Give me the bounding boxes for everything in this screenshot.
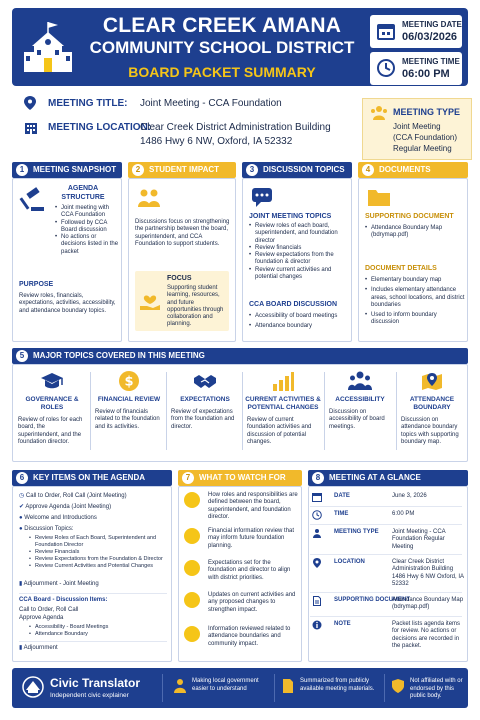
topic-attendance-boundary <box>397 366 467 458</box>
section-number: 2 <box>132 164 144 176</box>
agenda-structure-list <box>55 205 119 256</box>
header-banner <box>12 8 468 86</box>
topic-title: GOVERNANCE & ROLES <box>25 396 79 411</box>
agenda-structure-title <box>55 185 111 202</box>
section-title: STUDENT IMPACT <box>149 165 220 174</box>
board-discussion-list <box>249 313 349 331</box>
divider <box>310 554 462 555</box>
meeting-type-label: MEETING TYPE <box>393 107 461 117</box>
footer-item-disclaimer: Not affiliated with or endorsed by this public body. <box>410 678 463 699</box>
handshake-icon <box>193 370 217 392</box>
chat-bubble-icon <box>251 187 273 207</box>
discussion-card <box>242 178 352 342</box>
info-icon <box>312 620 322 630</box>
list-item: • Review Expectations from the Foundation & Director <box>29 556 169 563</box>
meeting-type-line1: Joint Meeting <box>393 122 441 131</box>
impact-card <box>128 178 236 342</box>
agenda-item-text: Adjournment <box>23 645 58 651</box>
people-icon <box>172 678 188 694</box>
section-title: KEY ITEMS ON THE AGENDA <box>33 473 146 482</box>
dollar-coin-icon <box>117 370 141 392</box>
meeting-time-box <box>370 52 462 85</box>
divider <box>310 616 462 617</box>
agenda-item-text: Welcome and Introductions <box>24 515 97 521</box>
svg-text:$: $ <box>124 374 134 390</box>
focus-text: Supporting student learning, resources, and future opportunities through collaboration and planning. <box>167 285 224 328</box>
glance-key: TIME <box>334 511 349 517</box>
purpose-text: Review roles, financials, expectations, activities, accessibility, and attendance boundary topics. <box>19 293 116 314</box>
students-icon <box>137 187 161 211</box>
gear-icon <box>184 592 200 608</box>
glance-value: Attendance Boundary Map (bdrymap.pdf) <box>392 597 464 611</box>
people-icon <box>184 492 200 508</box>
discussion-header <box>242 162 352 178</box>
people-icon <box>312 528 322 538</box>
packet-subtitle: BOARD PACKET SUMMARY <box>128 64 316 80</box>
adjournment <box>19 645 58 652</box>
glance-value: Clear Creek District Administration Building 1486 Hwy 6 NW Oxford, IA 52332 <box>392 559 464 587</box>
purpose-title: PURPOSE <box>19 281 54 288</box>
glance-value: Joint Meeting - CCA Foundation Regular Meeting <box>392 529 446 550</box>
topic-description: Review of financials related to the foundation and its activities. <box>95 409 160 430</box>
major-topics-header <box>12 348 468 364</box>
meeting-date-box <box>370 15 462 48</box>
focus-title: FOCUS <box>167 275 192 282</box>
meeting-location-line2: 1486 Hwy 6 NW, Oxford, IA 52332 <box>140 136 293 147</box>
folder-icon <box>367 187 391 207</box>
meeting-location-line1: Clear Creek District Administration Building <box>140 122 331 133</box>
school-building-icon <box>22 20 74 76</box>
documents-card <box>358 178 468 342</box>
divider <box>19 641 167 642</box>
group-icon <box>348 370 372 392</box>
document-icon <box>280 678 296 694</box>
glance-key: NOTE <box>334 621 351 627</box>
meeting-info <box>12 92 468 158</box>
glance-key: MEETING TYPE <box>334 529 379 535</box>
location-pin-icon <box>312 558 322 568</box>
civic-translator-logo <box>22 676 44 698</box>
impact-text: Discussions focus on strengthening the partnership between the board, superintendent, and CCA Foundation to support students. <box>135 219 230 247</box>
watch-item-text: Expectations set for the foundation and director to align with district priorities. <box>208 560 291 581</box>
glance-value: 6:00 PM <box>392 511 415 517</box>
bar-chart-icon <box>271 370 295 392</box>
topic-title: FINANCIAL REVIEW <box>97 396 161 403</box>
supporting-document-list <box>365 225 465 240</box>
watch-item-text: Information reviewed related to attendance boundaries and community impact. <box>208 626 291 647</box>
cca-subitems <box>29 624 159 638</box>
glance-key: DATE <box>334 493 350 499</box>
topic-financial <box>91 366 167 458</box>
meeting-type-line3: Regular Meeting <box>393 144 452 153</box>
divider <box>384 674 385 702</box>
cca-item: Call to Order, Roll Call <box>19 607 79 613</box>
watch-item-text: How roles and responsibilities are defined between the board, superintendent, and foundation director. <box>208 492 298 520</box>
location-pin-icon <box>24 96 36 110</box>
section-title: MAJOR TOPICS COVERED IN THIS MEETING <box>33 351 205 360</box>
watch-item-text: Updates on current activities and any proposed changes to strengthen impact. <box>208 592 296 613</box>
meeting-date-value: 06/03/2026 <box>402 31 458 43</box>
graduation-cap-icon <box>40 370 64 392</box>
divider <box>19 593 167 594</box>
topic-title: CURRENT ACTIVITIES & POTENTIAL CHANGES <box>245 396 321 411</box>
calendar-icon <box>312 492 322 502</box>
list-item: • Elementary boundary map <box>365 277 465 284</box>
section-title: MEETING AT A GLANCE <box>329 473 421 482</box>
footer <box>12 668 468 708</box>
supporting-document-title: SUPPORTING DOCUMENT <box>365 213 454 220</box>
dollar-icon <box>184 528 200 544</box>
list-item: • Joint meeting with CCA Foundation <box>55 205 119 220</box>
topic-description: Discussion on attendance boundary topics with supporting boundary map. <box>401 417 459 445</box>
list-item: • Accessibility of board meetings <box>249 313 349 320</box>
glance-value: June 3, 2026 <box>392 493 427 499</box>
handshake-icon: ● <box>19 515 23 521</box>
section-number: 8 <box>312 472 324 484</box>
glance-value: Packet lists agenda items for review. No actions or decisions are recorded in the packet. <box>392 621 461 649</box>
glance-header <box>308 470 468 486</box>
meeting-time-value: 06:00 PM <box>402 68 450 80</box>
impact-header <box>128 162 236 178</box>
watch-item-text: Financial information review that may inform future foundation planning. <box>208 528 295 549</box>
topic-description: Discussion on accessibility of board meetings. <box>329 409 385 430</box>
chat-icon: ● <box>19 526 23 532</box>
target-icon <box>184 560 200 576</box>
section-title: WHAT TO WATCH FOR <box>199 473 286 482</box>
list-item: • Review roles of each board, superintendent, and foundation director <box>249 223 349 245</box>
agenda-structure-title-line1: AGENDA <box>67 185 99 192</box>
glance-key: SUPPORTING DOCUMENT <box>334 597 411 603</box>
list-item: • Attendance Boundary <box>29 631 159 638</box>
agenda-item-text: Approve Agenda (Joint Meeting) <box>25 504 112 510</box>
meeting-location-label: MEETING LOCATION: <box>48 122 152 133</box>
section-title: DISCUSSION TOPICS <box>263 165 345 174</box>
agenda-item-text: Call to Order, Roll Call (Joint Meeting) <box>25 493 127 499</box>
topic-expectations <box>167 366 243 458</box>
discussion-subitems <box>29 535 169 570</box>
topic-governance <box>14 366 90 458</box>
agenda-item <box>19 526 169 535</box>
agenda-item <box>19 515 169 526</box>
hand-heart-icon <box>139 289 161 311</box>
topic-description: Review of current foundation activities and discussion of potential changes. <box>247 417 312 445</box>
divider <box>310 592 462 593</box>
list-item: • Review expectations from the foundation & director <box>249 252 349 267</box>
section-number: 6 <box>16 472 28 484</box>
list-item: • No actions or decisions listed in the packet <box>55 234 119 256</box>
shield-icon <box>390 678 406 694</box>
list-item: • Accessibility - Board Meetings <box>29 624 159 631</box>
people-icon <box>369 105 389 121</box>
document-details-list <box>365 277 465 327</box>
agenda-item <box>19 504 169 515</box>
list-item: • Review current activities and potential changes <box>249 267 349 282</box>
section-number: 5 <box>16 350 28 362</box>
door-icon: ▮ <box>19 581 23 587</box>
section-title: DOCUMENTS <box>379 165 431 174</box>
gavel-icon <box>19 187 45 213</box>
clock-icon <box>376 58 396 78</box>
clock-icon <box>312 510 322 520</box>
document-details-title: DOCUMENT DETAILS <box>365 265 437 272</box>
document-icon <box>312 596 322 606</box>
snapshot-header <box>12 162 122 178</box>
list-item: • Review Financials <box>29 549 169 556</box>
list-item: • Attendance Boundary Map (bdrymap.pdf) <box>365 225 465 240</box>
list-item: • Review Current Activities and Potential Changes <box>29 563 169 570</box>
agenda-structure-title-line2: STRUCTURE <box>61 193 105 201</box>
topic-title: EXPECTATIONS <box>180 396 230 403</box>
footer-item-source: Summarized from publicly available meeting materials. <box>300 678 375 692</box>
district-name-line1: CLEAR CREEK AMANA <box>102 14 342 37</box>
district-name-line2: COMMUNITY SCHOOL DISTRICT <box>89 38 355 57</box>
topic-accessibility <box>325 366 395 458</box>
cca-item: Approve Agenda <box>19 615 64 621</box>
divider <box>310 506 462 507</box>
list-item: • Includes elementary attendance areas, school locations, and district boundaries <box>365 287 465 309</box>
meeting-type-value <box>393 121 469 154</box>
topic-title: ATTENDANCE BOUNDARY <box>409 396 455 411</box>
meeting-time-label: MEETING TIME <box>402 57 460 66</box>
meeting-title-label: MEETING TITLE: <box>48 98 128 109</box>
map-pin-icon <box>420 370 444 392</box>
calendar-icon <box>376 21 396 41</box>
list-item: • Used to inform boundary discussion <box>365 312 465 327</box>
agenda-item-text: Discussion Topics: <box>24 526 74 532</box>
clock-icon: ◷ <box>19 493 25 499</box>
topic-activities <box>243 366 323 458</box>
meeting-title-value: Joint Meeting - CCA Foundation <box>140 98 282 109</box>
agenda-list <box>19 493 169 535</box>
topic-description: Review of expectations from the foundation and director. <box>171 409 235 430</box>
section-number: 4 <box>362 164 374 176</box>
section-number: 7 <box>182 472 194 484</box>
footer-brand: Civic Translator <box>50 676 141 690</box>
divider <box>162 674 163 702</box>
list-item: • Review financials <box>249 245 349 252</box>
joint-topics-list <box>249 223 349 281</box>
cca-discussion-title: CCA Board - Discussion Items: <box>19 597 108 603</box>
topic-title: ACCESSIBILITY <box>335 396 385 403</box>
agenda-card <box>12 486 172 662</box>
documents-header <box>358 162 468 178</box>
list-item: • Followed by CCA Board discussion <box>55 220 119 235</box>
divider <box>310 524 462 525</box>
agenda-item <box>19 493 169 504</box>
building-icon <box>24 120 38 134</box>
adjournment-joint <box>19 581 99 588</box>
agenda-item-text: Adjournment - Joint Meeting <box>23 581 99 587</box>
section-title: MEETING SNAPSHOT <box>33 165 117 174</box>
divider <box>274 674 275 702</box>
meeting-type-box <box>362 98 472 160</box>
watch-header <box>178 470 302 486</box>
snapshot-card <box>12 178 122 342</box>
map-icon <box>184 626 200 642</box>
topic-description: Review of roles for each board, the superintendent, and the foundation director. <box>18 417 83 445</box>
footer-item-mission: Making local government easier to understand <box>192 678 259 692</box>
door-icon: ▮ <box>19 645 23 651</box>
board-discussion-title: CCA BOARD DISCUSSION <box>249 301 338 308</box>
section-number: 1 <box>16 164 28 176</box>
list-item: • Review Roles of Each Board, Superintendent and Foundation Director <box>29 535 169 549</box>
joint-topics-title: JOINT MEETING TOPICS <box>249 213 332 220</box>
glance-key: LOCATION <box>334 559 365 565</box>
agenda-header <box>12 470 172 486</box>
footer-brand-sub: Independent civic explainer <box>50 692 129 699</box>
meeting-date-label: MEETING DATE <box>402 20 462 29</box>
check-circle-icon: ✔ <box>19 504 25 510</box>
focus-box <box>135 271 229 331</box>
meeting-type-line2: (CCA Foundation) <box>393 133 458 142</box>
section-number: 3 <box>246 164 258 176</box>
list-item: • Attendance boundary <box>249 323 349 330</box>
